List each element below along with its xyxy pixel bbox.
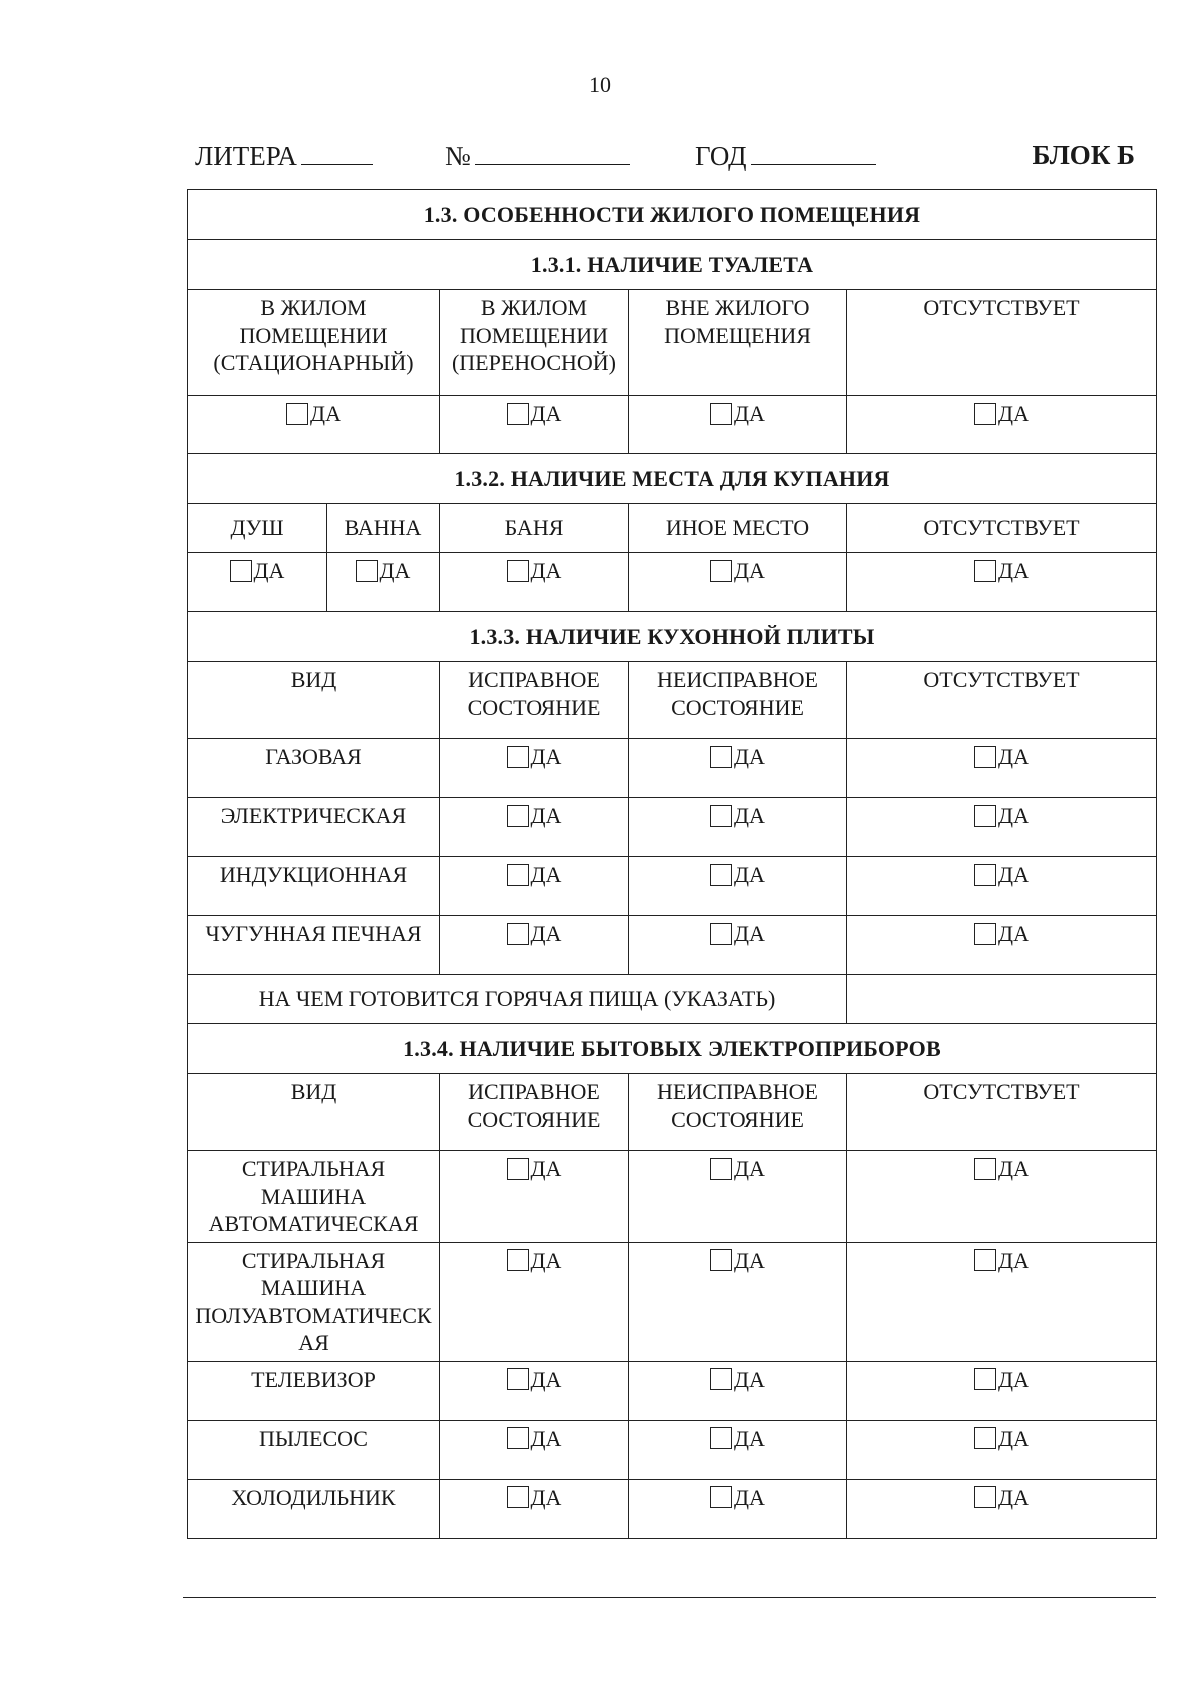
bathing-header-row	[188, 504, 1157, 553]
tv-working-cell	[440, 1361, 629, 1420]
section-main-title: 1.3. ОСОБЕННОСТИ ЖИЛОГО ПОМЕЩЕНИЯ	[188, 190, 1157, 240]
tv-working-checkbox[interactable]: ДА	[507, 1366, 562, 1394]
stove-electric-broken-checkbox[interactable]: ДА	[710, 802, 765, 830]
stove-title-row	[188, 612, 1157, 662]
stove-gas-absent-checkbox[interactable]: ДА	[974, 743, 1029, 771]
stove-induction-broken-cell	[629, 857, 847, 916]
washer-semi-working-cell	[440, 1242, 629, 1361]
bathing-shower-checkbox[interactable]: ДА	[230, 557, 285, 585]
appliance-row-label: СТИРАЛЬНАЯ МАШИНА ПОЛУАВТОМАТИЧЕСК АЯ	[188, 1242, 440, 1361]
washer-semi-absent-checkbox[interactable]: ДА	[974, 1247, 1029, 1275]
bathing-col-other: ИНОЕ МЕСТО	[629, 504, 847, 553]
appliance-row-washer-semi	[188, 1242, 1157, 1361]
fridge-absent-checkbox[interactable]: ДА	[974, 1484, 1029, 1512]
toilet-col-absent: ОТСУТСТВУЕТ	[847, 290, 1157, 396]
bathing-title-row	[188, 454, 1157, 504]
appliance-row-vacuum	[188, 1420, 1157, 1479]
fridge-working-checkbox[interactable]: ДА	[507, 1484, 562, 1512]
stove-castiron-broken-checkbox[interactable]: ДА	[710, 920, 765, 948]
stove-gas-absent-cell	[847, 739, 1157, 798]
stove-gas-broken-cell	[629, 739, 847, 798]
fridge-broken-checkbox[interactable]: ДА	[710, 1484, 765, 1512]
washer-semi-broken-cell	[629, 1242, 847, 1361]
vacuum-broken-checkbox[interactable]: ДА	[710, 1425, 765, 1453]
fridge-absent-cell	[847, 1479, 1157, 1538]
bathing-title: 1.3.2. НАЛИЧИЕ МЕСТА ДЛЯ КУПАНИЯ	[188, 454, 1157, 504]
appliance-row-label: ТЕЛЕВИЗОР	[188, 1361, 440, 1420]
washer-auto-working-cell	[440, 1151, 629, 1243]
toilet-col-stationary: В ЖИЛОМ ПОМЕЩЕНИИ (СТАЦИОНАРНЫЙ)	[188, 290, 440, 396]
appliances-title: 1.3.4. НАЛИЧИЕ БЫТОВЫХ ЭЛЕКТРОПРИБОРОВ	[188, 1024, 1157, 1074]
bathing-col-bath: ВАННА	[327, 504, 440, 553]
stove-col-broken: НЕИСПРАВНОЕ СОСТОЯНИЕ	[629, 662, 847, 739]
toilet-portable-checkbox[interactable]: ДА	[507, 400, 562, 428]
toilet-header-row	[188, 290, 1157, 396]
appliances-title-row	[188, 1024, 1157, 1074]
washer-auto-absent-checkbox[interactable]: ДА	[974, 1155, 1029, 1183]
stove-induction-absent-cell	[847, 857, 1157, 916]
appliances-header-row	[188, 1074, 1157, 1151]
stove-electric-broken-cell	[629, 798, 847, 857]
bathing-banya-checkbox[interactable]: ДА	[507, 557, 562, 585]
bathing-other-cell	[629, 553, 847, 612]
toilet-title-row	[188, 240, 1157, 290]
stove-gas-working-checkbox[interactable]: ДА	[507, 743, 562, 771]
stove-induction-absent-checkbox[interactable]: ДА	[974, 861, 1029, 889]
stove-castiron-absent-checkbox[interactable]: ДА	[974, 920, 1029, 948]
stove-title: 1.3.3. НАЛИЧИЕ КУХОННОЙ ПЛИТЫ	[188, 612, 1157, 662]
hot-food-question: НА ЧЕМ ГОТОВИТСЯ ГОРЯЧАЯ ПИЩА (УКАЗАТЬ)	[188, 975, 847, 1024]
toilet-stationary-checkbox[interactable]: ДА	[286, 400, 341, 428]
vacuum-broken-cell	[629, 1420, 847, 1479]
washer-auto-absent-cell	[847, 1151, 1157, 1243]
washer-semi-broken-checkbox[interactable]: ДА	[710, 1247, 765, 1275]
fridge-working-cell	[440, 1479, 629, 1538]
litera-blank[interactable]	[301, 140, 373, 165]
stove-castiron-working-cell	[440, 916, 629, 975]
god-label: ГОД	[695, 141, 747, 171]
nomer-label: №	[445, 141, 471, 171]
appliance-row-tv	[188, 1361, 1157, 1420]
appliances-col-working: ИСПРАВНОЕ СОСТОЯНИЕ	[440, 1074, 629, 1151]
stove-header-row	[188, 662, 1157, 739]
stove-col-absent: ОТСУТСТВУЕТ	[847, 662, 1157, 739]
vacuum-absent-checkbox[interactable]: ДА	[974, 1425, 1029, 1453]
toilet-absent-cell	[847, 396, 1157, 454]
bathing-absent-cell	[847, 553, 1157, 612]
nomer-blank[interactable]	[475, 140, 630, 165]
block-label: БЛОК Б	[1032, 140, 1135, 170]
stove-row-label: ЧУГУННАЯ ПЕЧНАЯ	[188, 916, 440, 975]
vacuum-absent-cell	[847, 1420, 1157, 1479]
footer-rule	[183, 1597, 1156, 1598]
appliances-col-type: ВИД	[188, 1074, 440, 1151]
tv-broken-checkbox[interactable]: ДА	[710, 1366, 765, 1394]
appliances-col-broken: НЕИСПРАВНОЕ СОСТОЯНИЕ	[629, 1074, 847, 1151]
header-line	[195, 140, 1135, 176]
vacuum-working-cell	[440, 1420, 629, 1479]
page-number: 10	[589, 72, 611, 97]
appliance-row-label: ХОЛОДИЛЬНИК	[188, 1479, 440, 1538]
stove-row-induction	[188, 857, 1157, 916]
bathing-other-checkbox[interactable]: ДА	[710, 557, 765, 585]
bathing-absent-checkbox[interactable]: ДА	[974, 557, 1029, 585]
bathing-banya-cell	[440, 553, 629, 612]
stove-electric-working-checkbox[interactable]: ДА	[507, 802, 562, 830]
washer-semi-absent-cell	[847, 1242, 1157, 1361]
toilet-portable-cell	[440, 396, 629, 454]
bathing-col-banya: БАНЯ	[440, 504, 629, 553]
stove-induction-working-checkbox[interactable]: ДА	[507, 861, 562, 889]
bathing-shower-cell	[188, 553, 327, 612]
tv-broken-cell	[629, 1361, 847, 1420]
nomer-field	[445, 140, 630, 172]
stove-row-electric	[188, 798, 1157, 857]
bathing-col-shower: ДУШ	[188, 504, 327, 553]
god-field	[695, 140, 876, 172]
bathing-bath-checkbox[interactable]: ДА	[356, 557, 411, 585]
stove-electric-working-cell	[440, 798, 629, 857]
stove-row-label: ГАЗОВАЯ	[188, 739, 440, 798]
toilet-outside-checkbox[interactable]: ДА	[710, 400, 765, 428]
toilet-title: 1.3.1. НАЛИЧИЕ ТУАЛЕТА	[188, 240, 1157, 290]
appliance-row-washer-auto	[188, 1151, 1157, 1243]
hot-food-row	[188, 975, 1157, 1024]
stove-row-label: ЭЛЕКТРИЧЕСКАЯ	[188, 798, 440, 857]
stove-col-working: ИСПРАВНОЕ СОСТОЯНИЕ	[440, 662, 629, 739]
hot-food-answer-field[interactable]	[847, 975, 1157, 1024]
vacuum-working-checkbox[interactable]: ДА	[507, 1425, 562, 1453]
god-blank[interactable]	[751, 140, 876, 165]
bathing-bath-cell	[327, 553, 440, 612]
stove-electric-absent-cell	[847, 798, 1157, 857]
toilet-stationary-cell	[188, 396, 440, 454]
toilet-col-portable: В ЖИЛОМ ПОМЕЩЕНИИ (ПЕРЕНОСНОЙ)	[440, 290, 629, 396]
stove-gas-working-cell	[440, 739, 629, 798]
fridge-broken-cell	[629, 1479, 847, 1538]
washer-auto-working-checkbox[interactable]: ДА	[507, 1155, 562, 1183]
stove-induction-working-cell	[440, 857, 629, 916]
stove-row-cast-iron	[188, 916, 1157, 975]
section-main-row	[188, 190, 1157, 240]
toilet-outside-cell	[629, 396, 847, 454]
toilet-col-outside: ВНЕ ЖИЛОГО ПОМЕЩЕНИЯ	[629, 290, 847, 396]
stove-electric-absent-checkbox[interactable]: ДА	[974, 802, 1029, 830]
toilet-checkbox-row	[188, 396, 1157, 454]
housing-features-table	[187, 189, 1157, 1539]
tv-absent-checkbox[interactable]: ДА	[974, 1366, 1029, 1394]
washer-semi-working-checkbox[interactable]: ДА	[507, 1247, 562, 1275]
bathing-col-absent: ОТСУТСТВУЕТ	[847, 504, 1157, 553]
litera-field	[195, 140, 373, 172]
appliance-row-label: СТИРАЛЬНАЯ МАШИНА АВТОМАТИЧЕСКАЯ	[188, 1151, 440, 1243]
washer-auto-broken-cell	[629, 1151, 847, 1243]
stove-castiron-working-checkbox[interactable]: ДА	[507, 920, 562, 948]
litera-label: ЛИТЕРА	[195, 141, 297, 171]
stove-castiron-broken-cell	[629, 916, 847, 975]
stove-col-type: ВИД	[188, 662, 440, 739]
tv-absent-cell	[847, 1361, 1157, 1420]
bathing-checkbox-row	[188, 553, 1157, 612]
washer-auto-broken-checkbox[interactable]: ДА	[710, 1155, 765, 1183]
stove-induction-broken-checkbox[interactable]: ДА	[710, 861, 765, 889]
appliances-col-absent: ОТСУТСТВУЕТ	[847, 1074, 1157, 1151]
stove-castiron-absent-cell	[847, 916, 1157, 975]
stove-row-label: ИНДУКЦИОННАЯ	[188, 857, 440, 916]
stove-gas-broken-checkbox[interactable]: ДА	[710, 743, 765, 771]
toilet-absent-checkbox[interactable]: ДА	[974, 400, 1029, 428]
appliance-row-fridge	[188, 1479, 1157, 1538]
stove-row-gas	[188, 739, 1157, 798]
appliance-row-label: ПЫЛЕСОС	[188, 1420, 440, 1479]
